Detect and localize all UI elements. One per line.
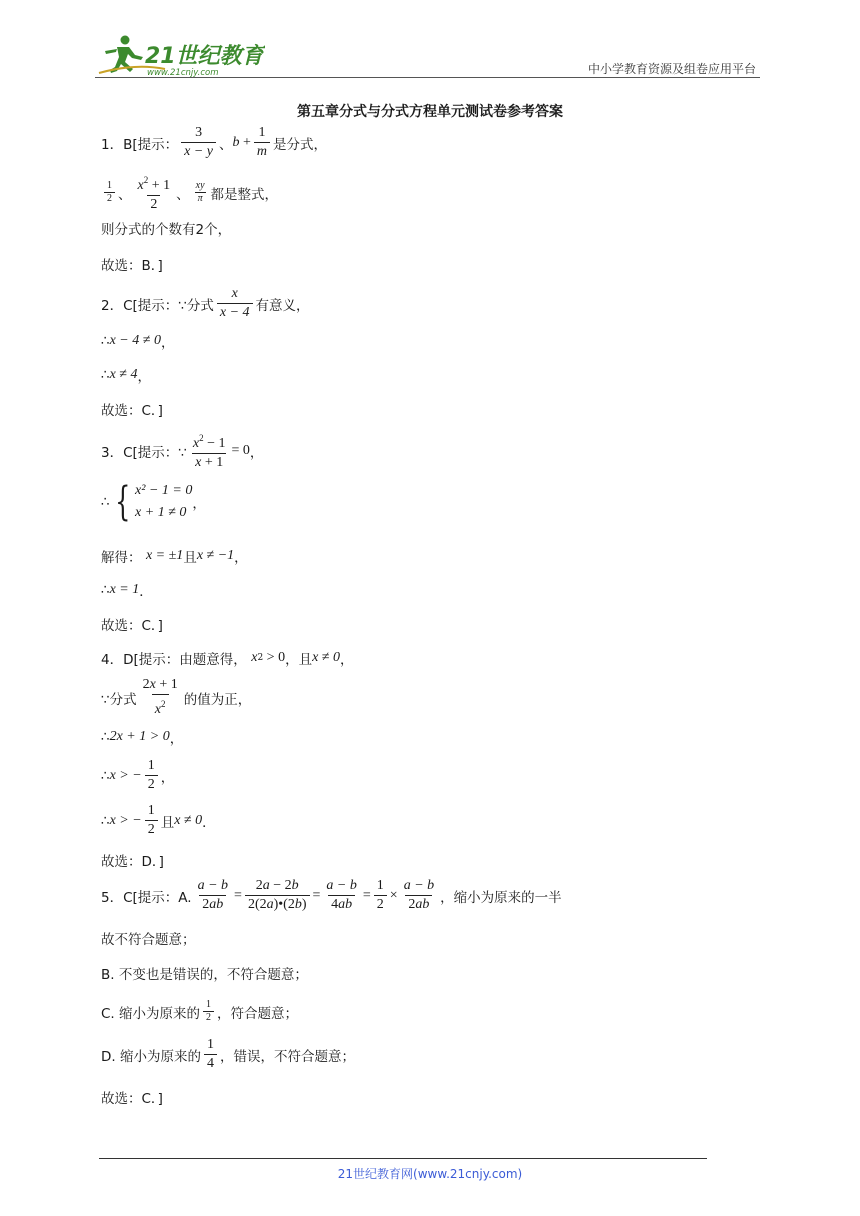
q4-line-4: ∴ x > − $\frac{1}{2}$ ， bbox=[101, 758, 175, 792]
q4-line-1: 4．D[提示：由题意得， x 2 > 0 ，且 x ≠ 0 ， bbox=[101, 650, 354, 668]
q3-line-1: 3．C[提示：∵ $\frac{x^2 - 1}{x + 1}$ = 0 ， bbox=[101, 429, 263, 472]
q5-line-6: 故选：C．] bbox=[101, 1091, 163, 1107]
q1-fraction-3: $\frac{1}{2}$ bbox=[104, 180, 115, 205]
q1-fraction-4: $\frac{x^2 + 1}{2}$ bbox=[137, 175, 171, 212]
footer-link[interactable]: 21世纪教育网(www.21cnjy.com) bbox=[337, 1167, 523, 1181]
header-divider bbox=[95, 77, 760, 78]
q5-line-3: B. 不变也是错误的，不符合题意； bbox=[101, 967, 308, 983]
footer-divider bbox=[99, 1158, 707, 1159]
q1-line-4: 故选：B．] bbox=[101, 258, 163, 274]
q4-line-3: ∴ 2x + 1 > 0 ， bbox=[101, 729, 184, 747]
q3-equation-system: { x² − 1 = 0 x + 1 ≠ 0 bbox=[114, 479, 193, 525]
q4-line-6: 故选：D．] bbox=[101, 854, 164, 870]
brand-logo bbox=[95, 33, 265, 77]
q4-line-5: ∴ x > − $\frac{1}{2}$ 且 x ≠ 0 ． bbox=[101, 803, 216, 837]
q1-fraction-2: $\frac{1}{m}$ bbox=[254, 124, 270, 161]
q3-line-4: ∴ x = 1 ． bbox=[101, 582, 153, 600]
q3-line-3: 解得： x = ±1 且 x ≠ −1 ， bbox=[101, 548, 248, 566]
q5-line-1: 5．C[提示：A. $\frac{a - b}{2ab}$ = $\frac{2a - 2b}{2(2a)•(2b)}$ = $\frac{a - b}{4ab}$ = $\frac{1}{2}$ × $\frac{a - b}{2ab}$ ，缩小为原来的一半 bbox=[101, 878, 562, 912]
q1-line-2: $\frac{1}{2}$ 、 $\frac{x^2 + 1}{2}$ 、 $\frac{xy}{\pi}$ 都是整式， bbox=[101, 171, 278, 214]
q2-line-4: 故选：C．] bbox=[101, 403, 163, 419]
q3-line-5: 故选：C．] bbox=[101, 618, 163, 634]
page-title: 第五章分式与分式方程单元测试卷参考答案 bbox=[297, 104, 563, 120]
q3-line-2: ∴ { x² − 1 = 0 x + 1 ≠ 0 ， bbox=[101, 479, 206, 525]
q5-line-5: D. 缩小为原来的 $\frac{1}{4}$ ，错误，不符合题意； bbox=[101, 1037, 355, 1071]
site-tagline: 中小学教育资源及组卷应用平台 bbox=[587, 62, 756, 76]
q4-fraction: $\frac{2x + 1}{x^2}$ bbox=[142, 677, 178, 717]
q2-fraction: $\frac{x}{x - 4}$ bbox=[217, 285, 253, 322]
q2-line-3: ∴ x ≠ 4 ， bbox=[101, 367, 151, 385]
q1-fraction-5: $\frac{xy}{\pi}$ bbox=[195, 180, 205, 204]
page-header bbox=[95, 33, 760, 79]
q1-line-3: 则分式的个数有2个， bbox=[101, 222, 232, 238]
q1-label: 1．B[提示： bbox=[101, 136, 179, 153]
q3-fraction: $\frac{x^2 - 1}{x + 1}$ bbox=[192, 433, 226, 470]
logo-text: 21世纪教育 bbox=[145, 44, 264, 69]
q1-fraction-1: $\frac{3}{x - y}$ bbox=[181, 124, 216, 161]
q5-line-2: 故不符合题意； bbox=[101, 932, 196, 948]
logo-url: www.21cnjy.com bbox=[147, 68, 219, 77]
q2-line-1: 2．C[提示：∵分式 $\frac{x}{x - 4}$ 有意义， bbox=[101, 286, 310, 320]
q5-line-4: C. 缩小为原来的 $\frac{1}{2}$ ，符合题意； bbox=[101, 999, 299, 1023]
q4-line-2: ∵分式 $\frac{2x + 1}{x^2}$ 的值为正， bbox=[101, 677, 252, 717]
q2-line-2: ∴ x − 4 ≠ 0 ， bbox=[101, 333, 175, 351]
q1-line-1: 1．B[提示： $\frac{3}{x - y}$ 、 b + $\frac{1}{m}$ 是分式， bbox=[101, 125, 328, 159]
